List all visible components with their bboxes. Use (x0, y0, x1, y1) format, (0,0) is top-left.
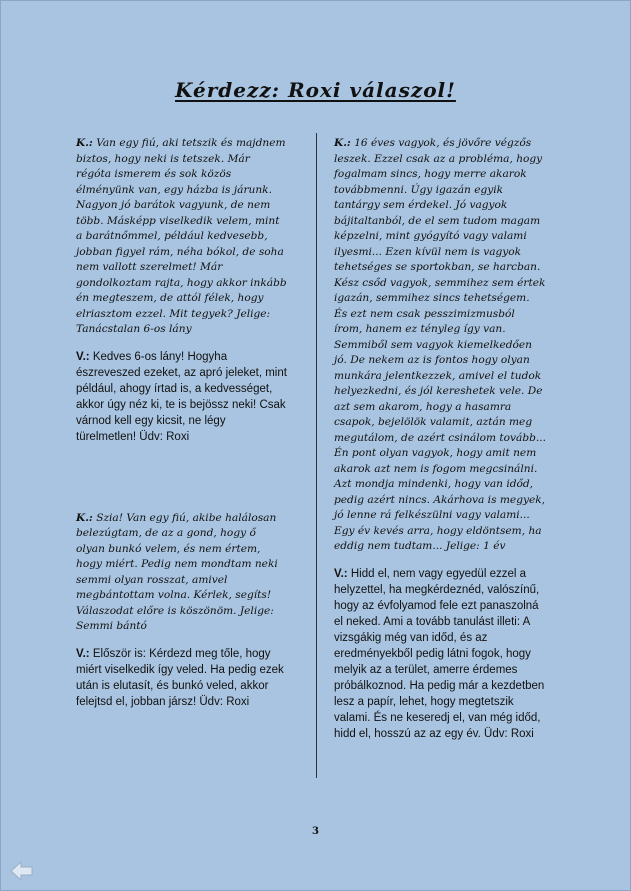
answer-3: V.: Hidd el, nem vagy egyedül ezzel a helyzettel, ha megkérdeznéd, valószínű, hogy az évfolyamod fele ezt panaszolná el neked. Ami a tovább tanulást illeti: A vizsgákig még van időd, és az eredményekből pedig látni fogok, hogy melyik az a terület, amerre érdemes próbálkoznod. Ha pedig már a kezdetben lesz a papír, lehet, hogy megtetszik valami. És ne keseredj el, van még időd, hidd el, hosszú az az egy év. Üdv: Roxi (334, 567, 545, 740)
page-title: Kérdezz: Roxi válaszol! (175, 78, 456, 102)
answer-1: V.: Kedves 6-os lány! Hogyha észreveszed ezeket, az apró jeleket, mint például, ahogy írtad is, a kedvességet, akkor úgy néz ki, te is bejössz neki! Csak várnod kell egy kicsit, ne légy türelmetlen! Üdv: Roxi (76, 350, 287, 443)
page-number: 3 (312, 826, 319, 837)
answer-2: V.: Először is: Kérdezd meg tőle, hogy miért viselkedik így veled. Ha pedig ezek után is elutasít, és bunkó veled, akkor felejtsd el, jobban jársz! Üdv: Roxi (76, 647, 284, 708)
back-arrow-icon[interactable] (10, 860, 34, 882)
question-2: K.: Szia! Van egy fiú, akibe halálosan belezúgtam, de az a gond, hogy ő olyan bunkó velem, és nem értem, hogy miért. Pedig nem mondtam neki semmi olyan rosszat, amivel megbántottam volna. Kérlek, segíts! Válaszodat előre is köszönöm. Jelige: Semmi bántó (76, 511, 278, 632)
right-column (334, 136, 546, 742)
question-3: K.: 16 éves vagyok, és jövőre végzős leszek. Ezzel csak az a probléma, hogy fogalmam sincs, hogy merre akarok továbbmenni. Úgy igazán egyik tantárgy sem érdekel. Jó vagyok bájitaltanból, de el sem tudom magam képzelni, mint gyógyító vagy valami ilyesmi... Ezen kívül nem is vagyok tehetséges se sportokban, se harcban. Kész csőd vagyok, semmihez sem értek igazán, semmihez sincs tehetségem. És ezt nem csak pesszimizmusból írom, hanem ez tényleg így van. Semmiből sem vagyok kiemelkedően jó. De nekem az is fontos hogy olyan munkára jelentkezzek, amivel el tudok helyezkedni, és jól kereshetek vele. De azt sem akarom, hogy a hasamra csapok, bejelölök valamit, aztán meg megutálom, de azért csinálom tovább... Én pont olyan vagyok, hogy amit nem akarok azt nem is fogom megcsinálni. Azt mondja mindenki, hogy van időd, pedig azért nincs. Akárhova is megyek, jó lenne rá felkészülni vagy valami... Egy év kevés arra, hogy eldöntsem, ha eddig nem tudtam... Jelige: 1 év (334, 137, 546, 552)
question-1: K.: Van egy fiú, aki tetszik és majdnem biztos, hogy neki is tetszek. Már régóta ismerem és sok közös élményünk van, egy házba is járunk. Nagyon jó barátok vagyunk, de nem több. Másképp viselkedik velem, mint a barátnőmmel, például kedvesebb, jobban figyel rám, néha bókol, de soha nem vallott szerelmet! Már gondolkoztam rajta, hogy akkor inkább én megteszem, de attól félek, hogy elriasztom ezzel. Mit tegyek? Jelige: Tanácstalan 6-os lány (76, 137, 287, 335)
left-column (76, 136, 288, 710)
column-divider (316, 133, 317, 778)
